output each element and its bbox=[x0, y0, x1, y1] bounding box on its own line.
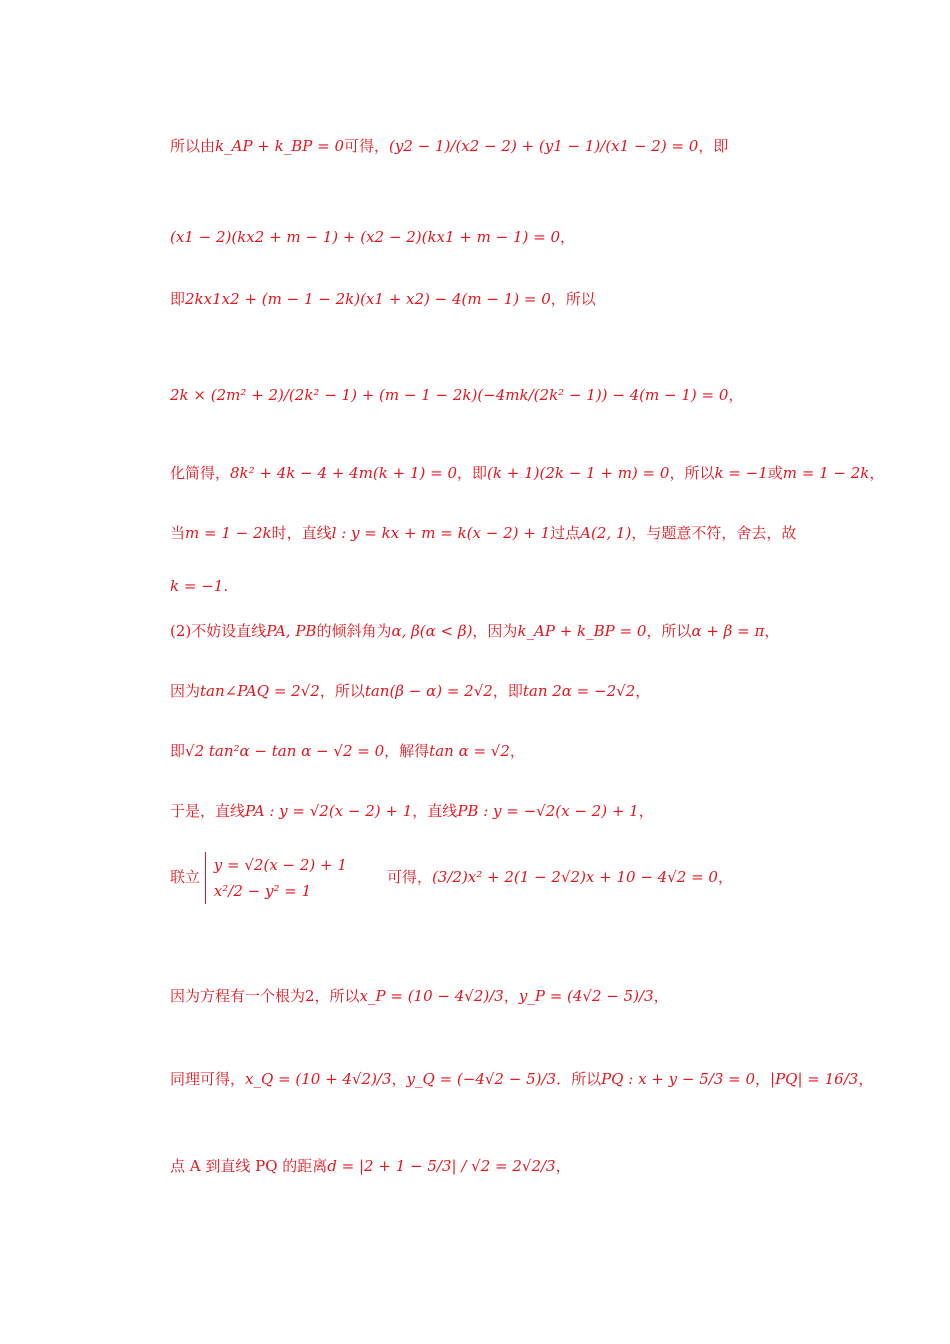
text: ，所以 bbox=[669, 464, 715, 482]
math: k_AP + k_BP = 0 bbox=[215, 137, 344, 155]
math: (x1 − 2)(kx2 + m − 1) + (x2 − 2)(kx1 + m − 1) = 0 bbox=[170, 228, 561, 246]
math: x_Q = (10 + 4√2)/3 bbox=[245, 1070, 392, 1088]
math: m = 1 − 2k bbox=[782, 464, 870, 482]
text: ，与题意不符，舍去，故 bbox=[631, 524, 797, 542]
text: ，所以 bbox=[646, 622, 692, 640]
text: 或 bbox=[767, 464, 783, 482]
line-4 bbox=[170, 462, 884, 483]
text: ， bbox=[555, 1157, 571, 1175]
text: ，所以 bbox=[319, 682, 365, 700]
equation-system bbox=[205, 852, 347, 904]
text: ， bbox=[638, 802, 654, 820]
math: (y2 − 1)/(x2 − 2) + (y1 − 1)/(x1 − 2) = 0 bbox=[389, 137, 699, 155]
math: y_P = (4√2 − 5)/3 bbox=[518, 987, 654, 1005]
text: (2)不妨设直线 bbox=[170, 622, 267, 640]
line-7 bbox=[170, 620, 779, 641]
text: 的倾斜角为 bbox=[316, 622, 392, 640]
text: 可得， bbox=[386, 868, 432, 886]
text: ， bbox=[560, 228, 576, 246]
text: ．所以 bbox=[556, 1070, 602, 1088]
text: ， bbox=[391, 1070, 407, 1088]
math: k_AP + k_BP = 0 bbox=[517, 622, 647, 640]
system-eq-1: y = √2(x − 2) + 1 bbox=[213, 856, 347, 874]
math: 2kx1x2 + (m − 1 − 2k)(x1 + x2) − 4(m − 1) = 0 bbox=[185, 290, 551, 308]
text: ，即 bbox=[698, 137, 729, 155]
line-10 bbox=[170, 800, 654, 821]
math: (3/2)x² + 2(1 − 2√2)x + 10 − 4√2 = 0 bbox=[431, 868, 718, 886]
line-12 bbox=[170, 985, 669, 1006]
line-13 bbox=[170, 1068, 873, 1089]
text: ， bbox=[858, 1070, 874, 1088]
text: ， bbox=[717, 868, 733, 886]
text: ， bbox=[635, 682, 651, 700]
text: ，因为 bbox=[472, 622, 518, 640]
text: ， bbox=[869, 464, 885, 482]
math: k = −1 bbox=[170, 577, 224, 595]
math: √2 tan²α − tan α − √2 = 0 bbox=[185, 742, 385, 760]
text: ， bbox=[728, 386, 744, 404]
text: 同理可得， bbox=[170, 1070, 246, 1088]
line-2 bbox=[170, 288, 596, 309]
math: 8k² + 4k − 4 + 4m(k + 1) = 0 bbox=[230, 464, 458, 482]
text: ， bbox=[653, 987, 669, 1005]
text: ， bbox=[755, 1070, 771, 1088]
math: y_Q = (−4√2 − 5)/3 bbox=[406, 1070, 557, 1088]
math: tan 2α = −2√2 bbox=[522, 682, 636, 700]
math: l : y = kx + m = k(x − 2) + 1 bbox=[331, 524, 551, 542]
math: k = −1 bbox=[714, 464, 768, 482]
math: m = 1 − 2k bbox=[185, 524, 272, 542]
math: x_P = (10 − 4√2)/3 bbox=[359, 987, 504, 1005]
math: d = |2 + 1 − 5/3| / √2 = 2√2/3 bbox=[327, 1157, 556, 1175]
math: α + β = π bbox=[691, 622, 765, 640]
line-6 bbox=[170, 577, 228, 595]
text: ，直线 bbox=[412, 802, 458, 820]
line-11 bbox=[170, 852, 733, 904]
math: |PQ| = 16/3 bbox=[770, 1070, 859, 1088]
math: 2k × (2m² + 2)/(2k² − 1) + (m − 1 − 2k)(−4mk/(2k² − 1)) − 4(m − 1) = 0 bbox=[170, 386, 729, 404]
line-9 bbox=[170, 740, 525, 761]
text: ， bbox=[509, 742, 525, 760]
text: 可得， bbox=[344, 137, 390, 155]
text: 因为方程有一个根为2，所以 bbox=[170, 987, 360, 1005]
text: 因为 bbox=[170, 682, 201, 700]
math: (k + 1)(2k − 1 + m) = 0 bbox=[487, 464, 670, 482]
text: ， bbox=[764, 622, 780, 640]
text: ，即 bbox=[457, 464, 488, 482]
math: tan(β − α) = 2√2 bbox=[364, 682, 493, 700]
math: A(2, 1) bbox=[580, 524, 632, 542]
line-0 bbox=[170, 135, 728, 156]
text: ，所以 bbox=[550, 290, 596, 308]
line-1 bbox=[170, 226, 575, 247]
math: PB : y = −√2(x − 2) + 1 bbox=[457, 802, 639, 820]
line-8 bbox=[170, 680, 650, 701]
text: 当 bbox=[170, 524, 186, 542]
text: 时，直线 bbox=[271, 524, 332, 542]
text: 联立 bbox=[170, 868, 201, 886]
text: 点 A 到直线 PQ 的距离 bbox=[170, 1157, 328, 1175]
text: 所以由 bbox=[170, 137, 216, 155]
text: . bbox=[223, 577, 229, 595]
text: 化简得， bbox=[170, 464, 231, 482]
math: PA : y = √2(x − 2) + 1 bbox=[245, 802, 413, 820]
line-3 bbox=[170, 384, 743, 405]
text: 过点 bbox=[550, 524, 581, 542]
text: ，解得 bbox=[384, 742, 430, 760]
line-5 bbox=[170, 522, 796, 543]
math: tan α = √2 bbox=[429, 742, 510, 760]
text: 于是，直线 bbox=[170, 802, 246, 820]
text: 即 bbox=[170, 290, 186, 308]
line-14 bbox=[170, 1155, 571, 1176]
text: ， bbox=[503, 987, 519, 1005]
text: 即 bbox=[170, 742, 186, 760]
math: tan∠PAQ = 2√2 bbox=[200, 682, 320, 700]
math: α, β(α < β) bbox=[391, 622, 473, 640]
text: ，即 bbox=[492, 682, 523, 700]
system-eq-2: x²/2 − y² = 1 bbox=[213, 882, 312, 900]
math: PA, PB bbox=[266, 622, 317, 640]
math: PQ : x + y − 5/3 = 0 bbox=[601, 1070, 756, 1088]
